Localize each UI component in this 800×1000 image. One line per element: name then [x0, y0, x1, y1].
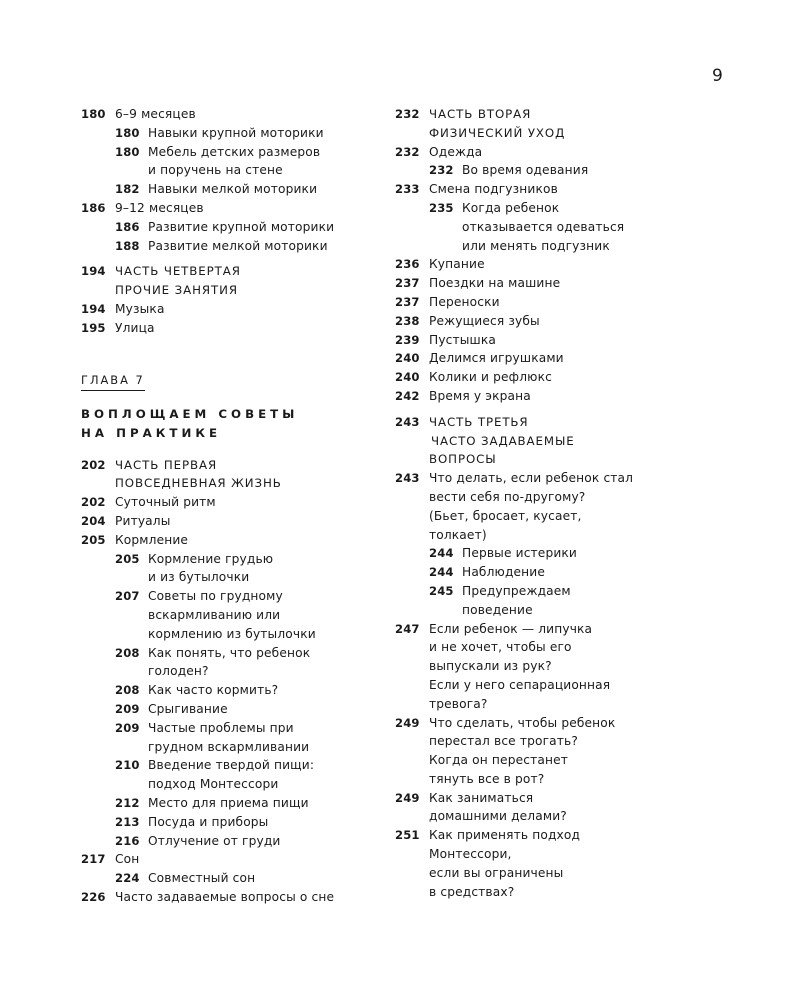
toc-part-title: ЧАСТЬ ВТОРАЯ — [429, 107, 532, 121]
toc-entry — [81, 719, 381, 738]
toc-entry-title: вести себя по-другому? — [429, 489, 586, 504]
toc-entry — [395, 312, 695, 331]
toc-entry-title: Суточный ритм — [115, 495, 216, 510]
chapter-title — [81, 405, 381, 444]
toc-entry — [81, 756, 381, 775]
toc-entry — [395, 789, 695, 808]
toc-entry-continuation — [395, 732, 695, 751]
toc-entry-continuation — [81, 568, 381, 587]
toc-page-number: 186 — [115, 219, 140, 234]
toc-entry — [395, 161, 695, 180]
toc-part-heading-continuation — [81, 281, 381, 300]
toc-page-number: 240 — [395, 370, 420, 385]
toc-entry — [81, 794, 381, 813]
toc-entry-title: Во время одевания — [462, 163, 589, 178]
toc-part-title: ФИЗИЧЕСКИЙ УХОД — [429, 125, 566, 140]
toc-entry-continuation — [395, 807, 695, 826]
toc-entry-title: и из бутылочки — [148, 570, 250, 585]
toc-entry-continuation — [395, 695, 695, 714]
toc-entry — [395, 293, 695, 312]
toc-entry-title: Если у него сепарационная — [429, 677, 611, 692]
toc-page-number: 186 — [81, 200, 106, 215]
toc-entry-continuation — [395, 770, 695, 789]
toc-entry-title: Развитие крупной моторики — [148, 219, 335, 234]
toc-entry-title: Если ребенок — липучка — [429, 621, 593, 636]
toc-entry — [81, 180, 381, 199]
toc-entry-title: Срыгивание — [148, 701, 228, 716]
toc-entry — [81, 681, 381, 700]
toc-entry-continuation — [395, 845, 695, 864]
toc-entry-title: Когда ребенок — [462, 200, 560, 215]
toc-part-title: ПРОЧИЕ ЗАНЯТИЯ — [115, 283, 238, 298]
toc-entry-title: тянуть все в рот? — [429, 771, 545, 786]
toc-entry — [395, 714, 695, 733]
toc-page-number: 232 — [395, 144, 420, 159]
toc-page-number: 244 — [429, 565, 454, 580]
toc-entry — [395, 387, 695, 406]
toc-entry — [395, 274, 695, 293]
toc-entry — [395, 469, 695, 488]
chapter-label: ГЛАВА 7 — [81, 371, 145, 391]
toc-entry-title: 9–12 месяцев — [115, 200, 204, 215]
toc-page-number: 226 — [81, 889, 106, 904]
toc-page-number: 237 — [395, 276, 420, 291]
toc-part-title: ВОПРОСЫ — [429, 452, 497, 467]
toc-entry — [81, 832, 381, 851]
toc-entry-title: Как заниматься — [429, 790, 534, 805]
toc-part-heading-continuation — [395, 450, 695, 469]
toc-entry — [395, 826, 695, 845]
toc-page-number: 188 — [115, 238, 140, 253]
toc-page-number: 209 — [115, 720, 140, 735]
toc-entry-title: вскармливанию или — [148, 607, 281, 622]
toc-page-number: 245 — [429, 583, 454, 598]
toc-entry-title: тревога? — [429, 696, 488, 711]
toc-entry — [81, 493, 381, 512]
toc-entry-title: если вы ограничены — [429, 865, 564, 880]
toc-entry-continuation — [395, 638, 695, 657]
toc-entry-continuation — [395, 488, 695, 507]
chapter-title-line: НА ПРАКТИКЕ — [81, 426, 222, 441]
toc-entry-title: грудном вскармливании — [148, 739, 310, 754]
toc-entry — [81, 550, 381, 569]
toc-page-number: 232 — [429, 163, 454, 178]
toc-entry-continuation — [81, 775, 381, 794]
toc-entry-title: Совместный сон — [148, 871, 256, 886]
toc-page-number: 195 — [81, 320, 106, 335]
toc-entry-title: Улица — [115, 320, 155, 335]
toc-page-number: 207 — [115, 589, 140, 604]
toc-page-number: 216 — [115, 833, 140, 848]
toc-entry — [395, 255, 695, 274]
toc-entry-title: Кормление — [115, 532, 189, 547]
toc-page-number: 205 — [115, 551, 140, 566]
toc-entry-title: 6–9 месяцев — [115, 107, 196, 121]
toc-entry — [81, 587, 381, 606]
toc-entry-continuation — [81, 161, 381, 180]
toc-entry — [81, 512, 381, 531]
toc-entry — [81, 850, 381, 869]
toc-part-title: ПОВСЕДНЕВНАЯ ЖИЗНЬ — [115, 476, 282, 491]
toc-page-number: 244 — [429, 546, 454, 561]
toc-entry-title: перестал все трогать? — [429, 734, 578, 749]
toc-entry — [81, 199, 381, 218]
chapter-title-line: ВОПЛОЩАЕМ СОВЕТЫ — [81, 406, 299, 421]
toc-entry — [395, 180, 695, 199]
toc-page-number: 249 — [395, 790, 420, 805]
toc-entry-title: голоден? — [148, 664, 209, 679]
toc-part-heading — [395, 413, 695, 432]
toc-entry-title: толкает) — [429, 527, 487, 542]
toc-entry — [395, 143, 695, 162]
toc-entry — [395, 368, 695, 387]
toc-page-number: 243 — [395, 471, 420, 486]
toc-entry-title: Часто задаваемые вопросы о сне — [115, 889, 335, 904]
toc-entry-title: (Бьет, бросает, кусает, — [429, 508, 582, 523]
toc-entry — [81, 218, 381, 237]
toc-part-heading — [81, 262, 381, 281]
toc-entry-title: Предупреждаем — [462, 583, 571, 598]
toc-entry-title: Навыки мелкой моторики — [148, 182, 318, 197]
toc-entry-title: Поездки на машине — [429, 276, 561, 291]
toc-entry — [81, 319, 381, 338]
toc-entry-continuation — [395, 218, 695, 237]
toc-entry-title: домашними делами? — [429, 809, 567, 824]
toc-part-title: ЧАСТЬ ПЕРВАЯ — [115, 457, 218, 472]
toc-entry-title: Развитие мелкой моторики — [148, 238, 328, 253]
toc-entry — [81, 644, 381, 663]
toc-page-number: 212 — [115, 795, 140, 810]
toc-page-number: 202 — [81, 457, 106, 472]
toc-entry-title: Мебель детских размеров — [148, 144, 321, 159]
toc-page-number: 194 — [81, 264, 106, 279]
toc-entry — [395, 544, 695, 563]
toc-entry-title: Время у экрана — [429, 388, 531, 403]
toc-page-number: 243 — [395, 414, 420, 429]
toc-entry-continuation — [395, 751, 695, 770]
toc-entry-title: Первые истерики — [462, 546, 577, 561]
toc-entry-continuation — [395, 237, 695, 256]
toc-entry-title: Как часто кормить? — [148, 683, 279, 698]
toc-entry — [81, 237, 381, 256]
toc-entry-title: Музыка — [115, 301, 165, 316]
toc-entry — [81, 143, 381, 162]
toc-page-number: 202 — [81, 495, 106, 510]
toc-entry-continuation — [395, 601, 695, 620]
toc-page-number: 233 — [395, 182, 420, 197]
toc-entry-title: Введение твердой пищи: — [148, 758, 315, 773]
toc-page-number: 209 — [115, 701, 140, 716]
toc-entry-title: Наблюдение — [462, 565, 546, 580]
toc-page-number: 204 — [81, 513, 106, 528]
toc-entry-title: Делимся игрушками — [429, 351, 564, 366]
toc-page-number: 242 — [395, 388, 420, 403]
toc-entry-title: или менять подгузник — [462, 238, 610, 253]
toc-entry-continuation — [395, 864, 695, 883]
toc-page-number: 239 — [395, 332, 420, 347]
toc-entry-title: и не хочет, чтобы его — [429, 640, 572, 655]
toc-page-number: 194 — [81, 301, 106, 316]
toc-entry-continuation — [81, 738, 381, 757]
toc-page-number: 235 — [429, 200, 454, 215]
toc-page-number: 251 — [395, 828, 420, 843]
toc-page-number: 205 — [81, 532, 106, 547]
toc-entry-continuation — [395, 883, 695, 902]
toc-entry-title: Режущиеся зубы — [429, 313, 540, 328]
toc-page-number: 208 — [115, 645, 140, 660]
toc-right-column — [395, 105, 695, 901]
toc-entry — [81, 888, 381, 907]
toc-entry — [395, 620, 695, 639]
toc-entry-continuation — [81, 625, 381, 644]
toc-entry-title: отказывается одеваться — [462, 219, 625, 234]
toc-entry — [81, 124, 381, 143]
toc-part-heading-continuation — [395, 124, 695, 143]
toc-entry — [395, 199, 695, 218]
toc-page-number: 210 — [115, 758, 140, 773]
toc-entry — [81, 105, 381, 124]
toc-entry — [81, 869, 381, 888]
toc-entry-title: Навыки крупной моторики — [148, 125, 324, 140]
toc-page-number: 217 — [81, 852, 106, 867]
toc-entry-continuation — [395, 676, 695, 695]
toc-page-number: 180 — [115, 144, 140, 159]
toc-entry — [395, 331, 695, 350]
toc-page-number: 213 — [115, 814, 140, 829]
toc-entry-title: Когда он перестанет — [429, 753, 568, 768]
toc-entry — [395, 582, 695, 601]
toc-entry-title: выпускали из рук? — [429, 659, 552, 674]
toc-entry-continuation — [81, 662, 381, 681]
toc-entry-title: Пустышка — [429, 332, 496, 347]
toc-page-number: 237 — [395, 294, 420, 309]
toc-entry-title: в средствах? — [429, 884, 515, 899]
toc-page-number: 238 — [395, 313, 420, 328]
toc-entry-title: Сон — [115, 852, 140, 867]
toc-part-title: ЧАСТЬ ТРЕТЬЯ — [429, 414, 529, 429]
toc-left-column — [81, 105, 381, 907]
toc-page-number: 180 — [115, 125, 140, 140]
toc-entry-title: Колики и рефлюкс — [429, 370, 552, 385]
toc-entry — [81, 813, 381, 832]
toc-entry — [81, 700, 381, 719]
toc-part-title: ЧАСТО ЗАДАВАЕМЫЕ — [431, 433, 575, 448]
toc-entry-title: и поручень на стене — [148, 163, 283, 178]
toc-entry-title: Как понять, что ребенок — [148, 645, 311, 660]
toc-entry-title: Ритуалы — [115, 513, 171, 528]
toc-page-number: 180 — [81, 107, 106, 121]
toc-part-heading-continuation — [81, 474, 381, 493]
toc-part-title: ЧАСТЬ ЧЕТВЕРТАЯ — [115, 264, 241, 279]
toc-entry-title: Посуда и приборы — [148, 814, 269, 829]
toc-entry-continuation — [395, 657, 695, 676]
toc-entry-title: кормлению из бутылочки — [148, 626, 316, 641]
toc-entry-title: Кормление грудью — [148, 551, 274, 566]
toc-entry-title: Что делать, если ребенок стал — [429, 471, 634, 486]
toc-entry-continuation — [81, 606, 381, 625]
toc-entry-title: Смена подгузников — [429, 182, 558, 197]
toc-part-heading — [81, 456, 381, 475]
toc-entry-title: поведение — [462, 602, 533, 617]
toc-entry — [395, 563, 695, 582]
toc-page-number: 232 — [395, 107, 420, 121]
toc-entry-continuation — [395, 526, 695, 545]
toc-page-number: 240 — [395, 351, 420, 366]
toc-entry-title: Как применять подход — [429, 828, 581, 843]
page-number: 9 — [712, 66, 724, 86]
toc-entry — [81, 531, 381, 550]
toc-entry-title: Монтессори, — [429, 847, 512, 862]
toc-entry-title: подход Монтессори — [148, 777, 279, 792]
toc-page-number: 182 — [115, 182, 140, 197]
toc-page-number: 208 — [115, 683, 140, 698]
toc-entry — [395, 349, 695, 368]
toc-entry-title: Отлучение от груди — [148, 833, 281, 848]
toc-page-number: 249 — [395, 715, 420, 730]
toc-part-heading-continuation — [395, 432, 695, 451]
toc-entry-title: Частые проблемы при — [148, 720, 294, 735]
toc-entry-title: Место для приема пищи — [148, 795, 309, 810]
toc-entry-title: Купание — [429, 257, 485, 272]
toc-entry-title: Одежда — [429, 144, 483, 159]
toc-page-number: 247 — [395, 621, 420, 636]
toc-page-number: 236 — [395, 257, 420, 272]
toc-entry-title: Переноски — [429, 294, 500, 309]
toc-entry — [81, 300, 381, 319]
toc-entry-title: Советы по грудному — [148, 589, 283, 604]
toc-page-number: 224 — [115, 871, 140, 886]
toc-entry-title: Что сделать, чтобы ребенок — [429, 715, 616, 730]
toc-entry-continuation — [395, 507, 695, 526]
toc-part-heading — [395, 105, 695, 124]
